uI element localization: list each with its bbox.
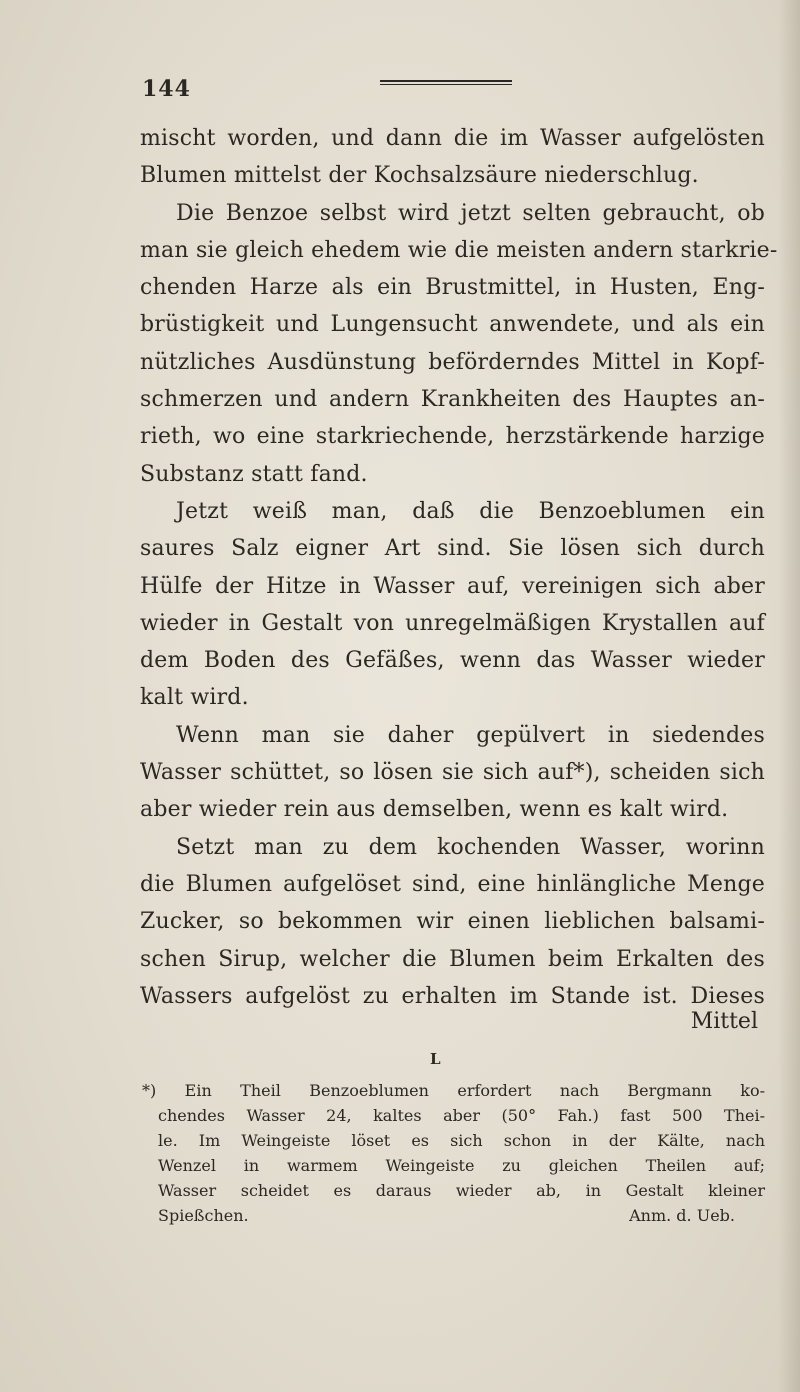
footnote-line: Wasser scheidet es daraus wieder ab, in Gestalt kleiner: [158, 1181, 765, 1200]
footnote-credit: Anm. d. Ueb.: [629, 1206, 735, 1225]
text-line: Substanz statt fand.: [140, 461, 368, 487]
body-text: [140, 120, 778, 1015]
footnote-line: Spießchen.: [158, 1206, 249, 1225]
footnote-line: *) Ein Theil Benzoeblumen erfordert nach Bergmann ko-: [142, 1081, 765, 1100]
text-line: dem Boden des Gefäßes, wenn das Wasser wieder: [140, 648, 765, 674]
text-line: kalt wird.: [140, 685, 249, 711]
text-line: Die Benzoe selbst wird jetzt selten gebraucht, ob: [176, 200, 765, 226]
text-line: man sie gleich ehedem wie die meisten andern starkrie-: [140, 237, 778, 263]
text-line: brüstigkeit und Lungensucht anwendete, und als ein: [140, 312, 765, 338]
text-line: Jetzt weiß man, daß die Benzoeblumen ein: [176, 498, 765, 524]
footnote-last-line: [158, 1203, 765, 1228]
text-line: Setzt man zu dem kochenden Wasser, worinn: [176, 834, 765, 860]
footnote-line: chendes Wasser 24, kaltes aber (50° Fah.) fast 500 Thei-: [158, 1106, 765, 1125]
signature-mark: L: [430, 1050, 441, 1068]
text-line: Wenn man sie daher gepülvert in siedendes: [176, 722, 765, 748]
text-line: schmerzen und andern Krankheiten des Hauptes an-: [140, 387, 765, 413]
footnote-line: Wenzel in warmem Weingeiste zu gleichen Theilen auf;: [158, 1156, 765, 1175]
text-line: Wassers aufgelöst zu erhalten im Stande ist. Dieses: [140, 983, 765, 1009]
text-line: saures Salz eigner Art sind. Sie lösen sich durch: [140, 536, 765, 562]
text-line: chenden Harze als ein Brustmittel, in Husten, Eng-: [140, 275, 765, 301]
text-line: nützliches Ausdünstung beförderndes Mittel in Kopf-: [140, 349, 765, 375]
text-line: Wasser schüttet, so lösen sie sich auf*), scheiden sich: [140, 760, 765, 786]
footnote-line: le. Im Weingeiste löset es sich schon in der Kälte, nach: [158, 1131, 765, 1150]
catchword: Mittel: [690, 1009, 758, 1034]
page-edge-shadow: [778, 0, 800, 1392]
text-line: wieder in Gestalt von unregelmäßigen Krystallen auf: [140, 610, 765, 636]
text-line: schen Sirup, welcher die Blumen beim Erkalten des: [140, 946, 765, 972]
text-line: Hülfe der Hitze in Wasser auf, vereinigen sich aber: [140, 573, 765, 599]
text-line: aber wieder rein aus demselben, wenn es kalt wird.: [140, 797, 729, 823]
footnote: [142, 1078, 765, 1228]
page-number: 144: [142, 76, 191, 102]
text-line: mischt worden, und dann die im Wasser aufgelösten: [140, 126, 765, 151]
text-line: rieth, wo eine starkriechende, herzstärkende harzige: [140, 424, 765, 450]
text-line: Blumen mittelst der Kochsalzsäure niederschlug.: [140, 163, 699, 189]
text-line: die Blumen aufgelöset sind, eine hinlängliche Menge: [140, 871, 765, 897]
header-rule: [380, 80, 512, 85]
text-line: Zucker, so bekommen wir einen lieblichen balsami-: [140, 909, 765, 935]
